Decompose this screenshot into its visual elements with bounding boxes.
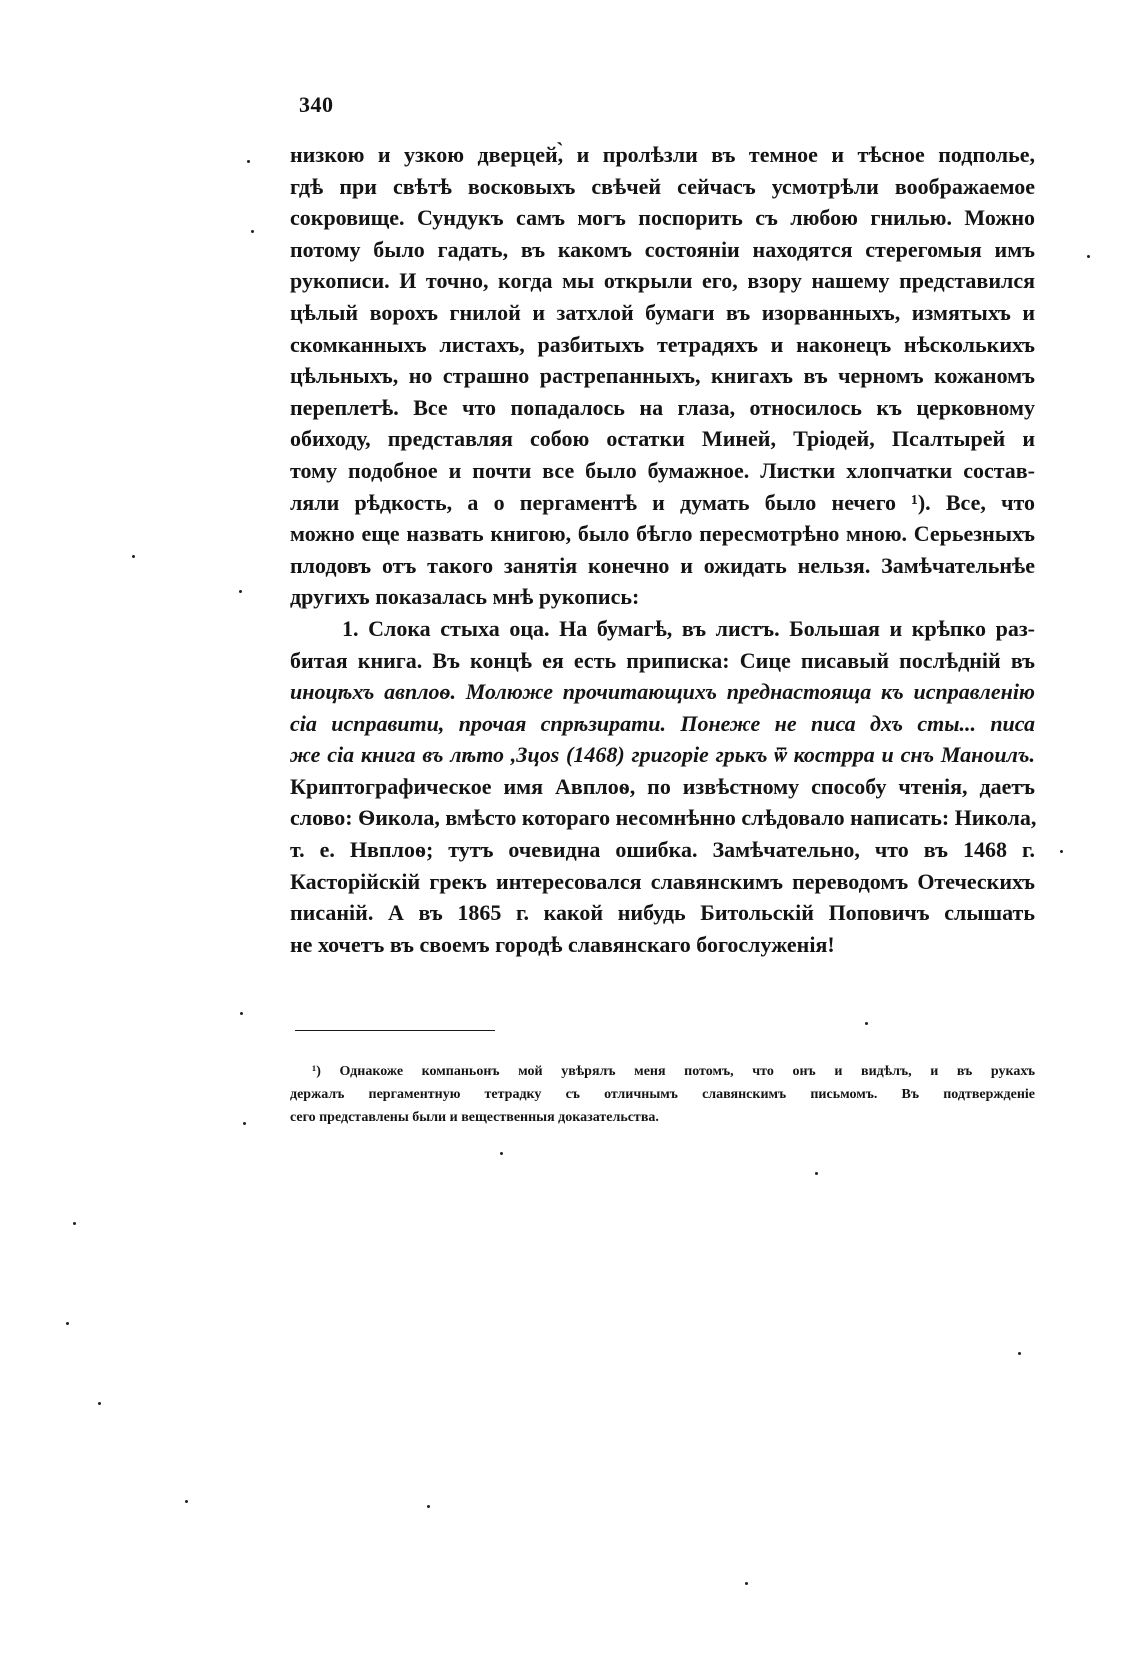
text-line: переплетѣ. Все что попадалось на глаза, относилось къ церковному	[290, 394, 1035, 420]
scan-speck	[500, 1152, 503, 1155]
text-line: не хочетъ въ своемъ городѣ славянскаго богослуженiя!	[290, 931, 835, 957]
scan-speck	[745, 1582, 748, 1585]
text-line: потому было гадать, въ какомъ состоянiи находятся стерегомыя имъ	[290, 236, 1035, 262]
text-line: сiа исправити, прочая спрѣзирати. Понеже не писа дхъ сты... писа	[290, 710, 1035, 736]
scan-speck	[66, 1322, 69, 1325]
text-line: писанiй. А въ 1865 г. какой нибудь Битольскiй Поповичъ слышать	[290, 900, 1035, 926]
body-text	[290, 139, 1035, 960]
footnote-line: ¹) Однакоже компаньонъ мой увѣрялъ меня потомъ, что онъ и видѣлъ, и въ рукахъ	[312, 1064, 1035, 1079]
text-line: обиходу, представляя собою остатки Миней, Трiодей, Псалтырей и	[290, 426, 1035, 452]
text-line: ляли рѣдкость, а о пергаментѣ и думать было нечего ¹). Все, что	[290, 489, 1035, 515]
footnote	[290, 1060, 1035, 1129]
footnote-line: держалъ пергаментную тетрадку съ отличнымъ славянскимъ письмомъ. Въ подтвержденiе	[290, 1087, 1035, 1102]
text-line: цѣлый ворохъ гнилой и затхлой бумаги въ изорванныхъ, измятыхъ и	[290, 299, 1035, 325]
scan-speck	[239, 590, 242, 593]
text-line: т. е. Нвплоѳ; тутъ очевидна ошибка. Замѣчательно, что въ 1468 г.	[290, 837, 1035, 863]
text-line: рукописи. И точно, когда мы открыли его, взору нашему представился	[290, 268, 1035, 294]
scan-speck	[815, 1172, 818, 1175]
footnote-divider	[295, 1030, 495, 1031]
text-line: сокровище. Сундукъ самъ могъ поспорить съ любою гнилью. Можно	[290, 205, 1035, 231]
scan-speck	[247, 160, 250, 163]
scan-speck	[1087, 255, 1090, 258]
text-line: можно еще назвать книгою, было бѣгло пересмотрѣно мною. Серьезныхъ	[290, 521, 1035, 547]
text-line: битая книга. Въ концѣ ея есть приписка: Сице писавый послѣднiй въ	[290, 647, 1035, 673]
scan-speck	[251, 230, 254, 233]
text-line: слово: Ѳикола, вмѣсто котораго несомнѣнно слѣдовало написать: Никола,	[290, 805, 1037, 831]
text-line: гдѣ при свѣтѣ восковыхъ свѣчей сейчасъ усмотрѣли воображаемое	[290, 173, 1035, 199]
text-line: плодовъ отъ такого занятiя конечно и ожидать нельзя. Замѣчательнѣе	[290, 552, 1035, 578]
text-line: низкою и узкою дверцей,̀ и пролѣзли въ темное и тѣсное подполье,	[290, 142, 1035, 167]
scan-speck	[1018, 1352, 1021, 1355]
scan-speck	[1060, 850, 1063, 853]
footnote-line: сего представлены были и вещественныя доказательства.	[290, 1110, 659, 1125]
text-line: цѣльныхъ, но страшно растрепанныхъ, книгахъ въ черномъ кожаномъ	[290, 363, 1035, 389]
scan-speck	[98, 1402, 101, 1405]
text-line: Криптографическое имя Авплоѳ, по извѣстному способу чтенiя, даетъ	[290, 773, 1035, 799]
text-line: тому подобное и почти все было бумажное. Листки хлопчатки состав-	[290, 457, 1035, 483]
scan-speck	[185, 1500, 188, 1503]
scan-speck	[132, 555, 135, 558]
text-line: же сiа книга въ лѣто ,Зцоѕ (1468) григорiе грькъ ѿ кострра и снъ Маноилъ.	[290, 742, 1035, 768]
text-line: Касторiйскiй грекъ интересовался славянскимъ переводомъ Отеческихъ	[290, 868, 1035, 894]
scan-speck	[865, 1022, 868, 1025]
scan-speck	[73, 1222, 76, 1225]
page-number: 340	[299, 92, 334, 117]
text-line: скомканныхъ листахъ, разбитыхъ тетрадяхъ и наконецъ нѣсколькихъ	[290, 331, 1035, 357]
scan-speck	[240, 1012, 243, 1015]
scan-speck	[243, 1122, 246, 1125]
text-line: иноцѣхъ авплоѳ. Молюже прочитающихъ преднастояща къ исправленiю	[290, 679, 1035, 705]
text-line: 1. Слока стыха оца. На бумагѣ, въ листъ. Большая и крѣпко раз-	[342, 615, 1035, 641]
scan-speck	[427, 1505, 430, 1508]
text-line: другихъ показалась мнѣ рукопись:	[290, 584, 640, 610]
